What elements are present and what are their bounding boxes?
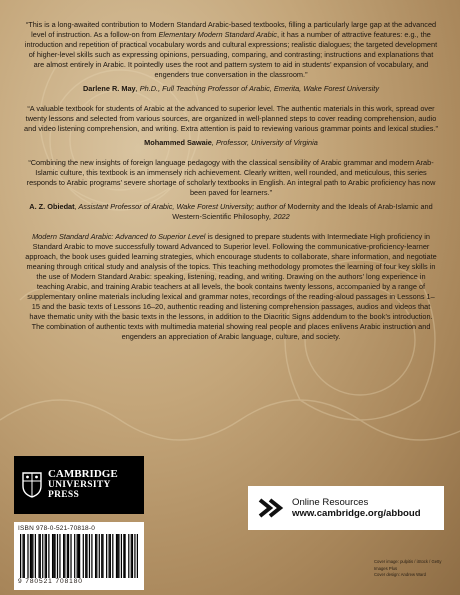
review-text: “Combining the new insights of foreign language pedagogy with the classical sensibility of Arabic grammar and modern Arab-Islamic culture, this textbook is an immensely rich achievement. Clearly written, well rounded, and meticulous, this series responds to Arabic programs’ severe shortage of scholarly textbooks in English. An integral path to Arabic proficiency has now been paved for learners.”	[26, 157, 436, 197]
barcode-number: 9 780521 708180	[18, 578, 83, 585]
review-2	[24, 104, 438, 148]
barcode-bars	[20, 534, 138, 578]
isbn-label: ISBN 978-0-521-70818-0	[18, 525, 96, 532]
review-3	[24, 158, 438, 222]
barcode	[14, 522, 144, 590]
publisher-name: CAMBRIDGE UNIVERSITY PRESS	[47, 468, 118, 500]
online-resources-url[interactable]: www.cambridge.org/abboud	[292, 508, 421, 519]
review-attribution: A. Z. Obiedat, Assistant Professor of Arabic, Wake Forest University; author of Modernity and the Ideals of Arab-Islamic and Western-Scientific Philosophy, 2022	[29, 201, 433, 221]
review-attribution: Mohammed Sawaie, Professor, University of Virginia	[144, 137, 318, 147]
cover-credits: Cover image: pulpitis / iStock / Getty Images Plus Cover design: Andrew Ward	[374, 559, 442, 578]
back-cover-text	[24, 20, 438, 342]
online-resources-label: Online Resources	[292, 497, 369, 508]
review-text: “This is a long-awaited contribution to Modern Standard Arabic-based textbooks, filling a particularly large gap at the advanced level of instruction. As a follow-on from Elementary Modern Standard Arabic, it has a number of attractive features: e.g., the introduction and repetition of practical vocabulary words and cultural expressions; realistic dialogues; the targeted development of higher-level skills such as expressing opinions, persuading, comparing, and contrasting; instructions and explanations that are almost entirely in Arabic. It pointedly uses the root and pattern system to aid in students’ expansion of vocabulary, and engenders true conversation in the classroom.”	[24, 20, 438, 79]
shield-icon	[22, 472, 42, 498]
online-resources-box	[248, 486, 444, 530]
review-1	[24, 20, 438, 94]
footer	[14, 456, 446, 586]
arrow-icon	[258, 496, 284, 520]
publisher-logo	[14, 456, 144, 514]
book-description: Modern Standard Arabic: Advanced to Superior Level is designed to prepare students with Intermediate High proficiency in Standard Arabic to move successfully toward Advanced to Superior level. Following the communicative-proficiency-learner approach, the book uses guided learning strategies, which encourage students to collaborate, share information, and negotiate meaning through critical study and analysis of the topics. This teaching methodology promotes the learning of four key skills in the use of Modern Standard Arabic: speaking, listening, reading, and writing. Drawing on the authors’ long experience in teaching Arabic, and training Arabic teachers at all levels, the book contains twenty lessons, accompanied by a range of supplementary online materials including lexical and grammar notes, recordings of the reading-aloud passages in Lessons 1–15 and the basic texts of Lessons 16–20, authentic reading and listening comprehension passages, audios and videos that have thematic unity with the basic texts in the lessons, in addition to the Diacritic Signs addendum to the book’s introduction. The combination of authentic texts with multimedia material showing real people and places enlivens Arabic instruction and engenders an appreciation of Arabic language, culture, and society.	[25, 231, 437, 341]
review-text: “A valuable textbook for students of Arabic at the advanced to superior level. The authentic materials in this work, spread over twenty lessons and selected from various sources, are organized in well-planned steps to cover reading comprehension, audio and video listening comprehension, and writing. Extra attention is paid to reviewing various grammar points and lexical studies.”	[24, 103, 438, 133]
review-attribution: Darlene R. May, Ph.D., Full Teaching Professor of Arabic, Emerita, Wake Forest University	[82, 83, 380, 93]
